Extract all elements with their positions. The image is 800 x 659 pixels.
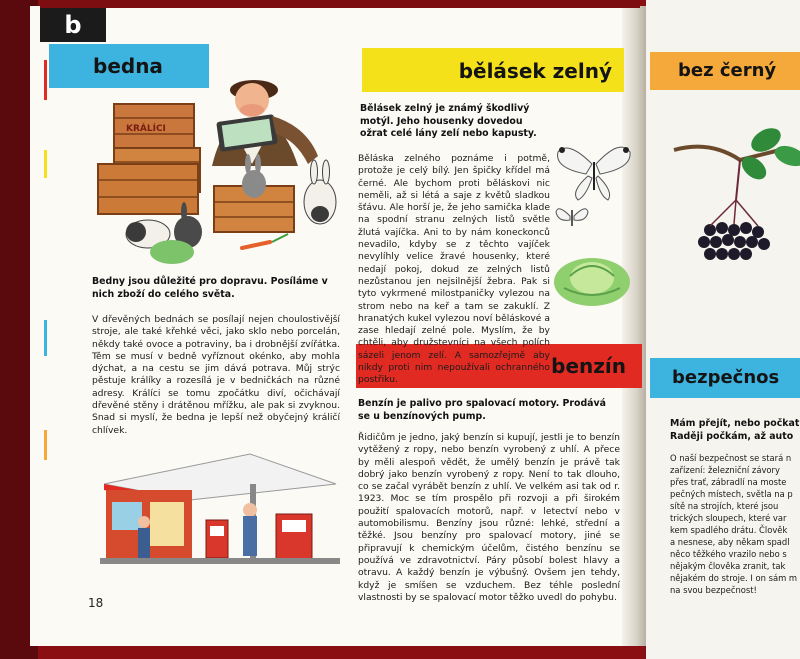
belasek-body-text: Běláska zelného poznáme i potmě, protože je celý bílý. Jen špičky křídel má černé. Ale bychom proti běláskovi nic neměli, až si létá a saje z květů sladkou šťávu. Ale horší je, že jeho samička klade na spodní stranu zelných listů světle žlutá vajíčka. Ani to by nám koneckonců nevadilo, kdyby se z těchto vajíček nevylíhly velice žravé housenky, které nedají pokoj, dokud ze zelných listů nezůstanou jen nejsilnější žebra. Pak si tyto vykrmené milostpaničky vylezou na strom nebo na keř a tam se zakuklí. Z hranatých kukel vylezou noví běláskové a zase hledají zelné pole. Myslím, že by chtěli, aby družstevníci na všech polích sázeli jenom zelí. A samozřejmě aby nikdy proti nim nepoužívali ochranného postřiku.	[358, 153, 550, 386]
book-gutter	[622, 6, 646, 646]
bezpecnost-body-line: něco těžkého vrazilo nebo s	[670, 549, 787, 559]
bezpecnost-body-line: pečných místech, světla na p	[670, 489, 793, 499]
bezpecnost-body-text	[670, 452, 800, 596]
bezpecnost-body-line: kem spadlého drátu. Člověk	[670, 525, 788, 535]
benzin-body-text: Řidičům je jedno, jaký benzín si kupují, jestli je to benzín vytěžený z ropy, nebo benzín vyrobený z uhlí. A přece by měli alespoň vědět, že umělý benzín je právě tak dobrý jako benzín vyrobený z ropy. Není to tak dlouho, co se začal vyrábět benzín z uhlí. Ve velkém asi tak od r. 1923. Moc se tím prospělo při rozvoji a při širokém použití spalovacích motorů, např. v letectví nebo v automobilismu. Benzíny jsou různé: lehké, střední a těžké. Jsou benzíny pro spalovací motory, jiné se připravují k chemickým účelům, čistého benzínu se používá ve zdravotnictví. Páry působí bolest hlavy a otravu. A každý benzín je výbušný. Ovšem jen tehdy, když je smíšen se vzduchem. Bez téhle poslední vlastnosti by se spalovací motor těžko uvedl do pohybu.	[358, 432, 620, 603]
letter-tab: b	[40, 8, 106, 42]
butterflies-illustration	[552, 134, 632, 234]
bezpecnost-body-line: přes trať, zábradlí na moste	[670, 477, 787, 487]
elderberry-illustration	[670, 110, 800, 290]
petrol-station-illustration	[100, 444, 340, 574]
bezpecnost-body-line: nějakým člověka zranit, tak	[670, 561, 786, 571]
bedna-lead-text: Bedny jsou důležité pro dopravu. Posíláme v nich zboží do celého světa.	[92, 276, 328, 300]
bezpecnost-body-line: a nesnese, aby někam spadl	[670, 537, 790, 547]
bezpecnost-body-line: O naší bezpečnost se stará n	[670, 453, 792, 463]
entry-title-bez-cerny: bez černý	[650, 52, 800, 90]
entry-title-bedna: bedna	[49, 44, 209, 88]
cabbage-illustration	[550, 246, 634, 310]
margin-tick-red	[44, 60, 47, 100]
bezpecnost-lead-line: Raději počkám, až auto	[670, 430, 794, 442]
margin-tick-orange	[44, 430, 47, 460]
bezpecnost-lead-text	[670, 418, 800, 443]
bezpecnost-body-line: sítě na strojích, které jsou	[670, 501, 779, 511]
page-number: 18	[88, 596, 104, 610]
entry-title-bezpecnost: bezpečnos	[650, 358, 800, 398]
bezpecnost-body-line: zařízení: železniční závory	[670, 465, 780, 475]
bezpecnost-body-line: trických sloupech, které var	[670, 513, 787, 523]
entry-title-belasek: bělásek zelný	[362, 48, 624, 92]
crate-label: KRÁLÍCI	[126, 124, 166, 134]
entry-title-benzin: benzín	[356, 344, 642, 388]
margin-tick-yellow	[44, 150, 47, 178]
belasek-lead-text: Bělásek zelný je známý škodlivý motýl. Jeho housenky dovedou ožrat celé lány zelí nebo kapusty.	[360, 103, 537, 139]
bezpecnost-body-line: nějakém do stroje. I on sám m	[670, 573, 798, 583]
bedna-body-text: V dřevěných bednách se posílají nejen choulostivější stroje, ale také křehké věci, jako sklo nebo porcelán, někdy také ovoce a potraviny, ba i drobnější zvířátka. Těm se musí v bedně vyříznout okénko, aby mohla dýchat, a na cestu se jim dává potrava. Můj strýc pěstuje králíky a rozesílá je v bedničkách na různé adresy. Králíci se tomu zpočátku diví, očichávají dřevěné stěny i drátěnou mřížku, ale pak si zvyknou. Snad si myslí, že bedna je lepší než obyčejný králičí chlívek.	[92, 314, 340, 436]
top-edge-strip	[40, 0, 640, 8]
benzin-lead-text: Benzín je palivo pro spalovací motory. Prodává se u benzínových pump.	[358, 398, 606, 422]
margin-tick-blue	[44, 320, 47, 356]
bezpecnost-body-line: na svou bezpečnost!	[670, 585, 757, 595]
crates-rabbits-illustration	[92, 56, 342, 268]
bezpecnost-lead-line: Mám přejít, nebo počkat	[670, 418, 800, 429]
